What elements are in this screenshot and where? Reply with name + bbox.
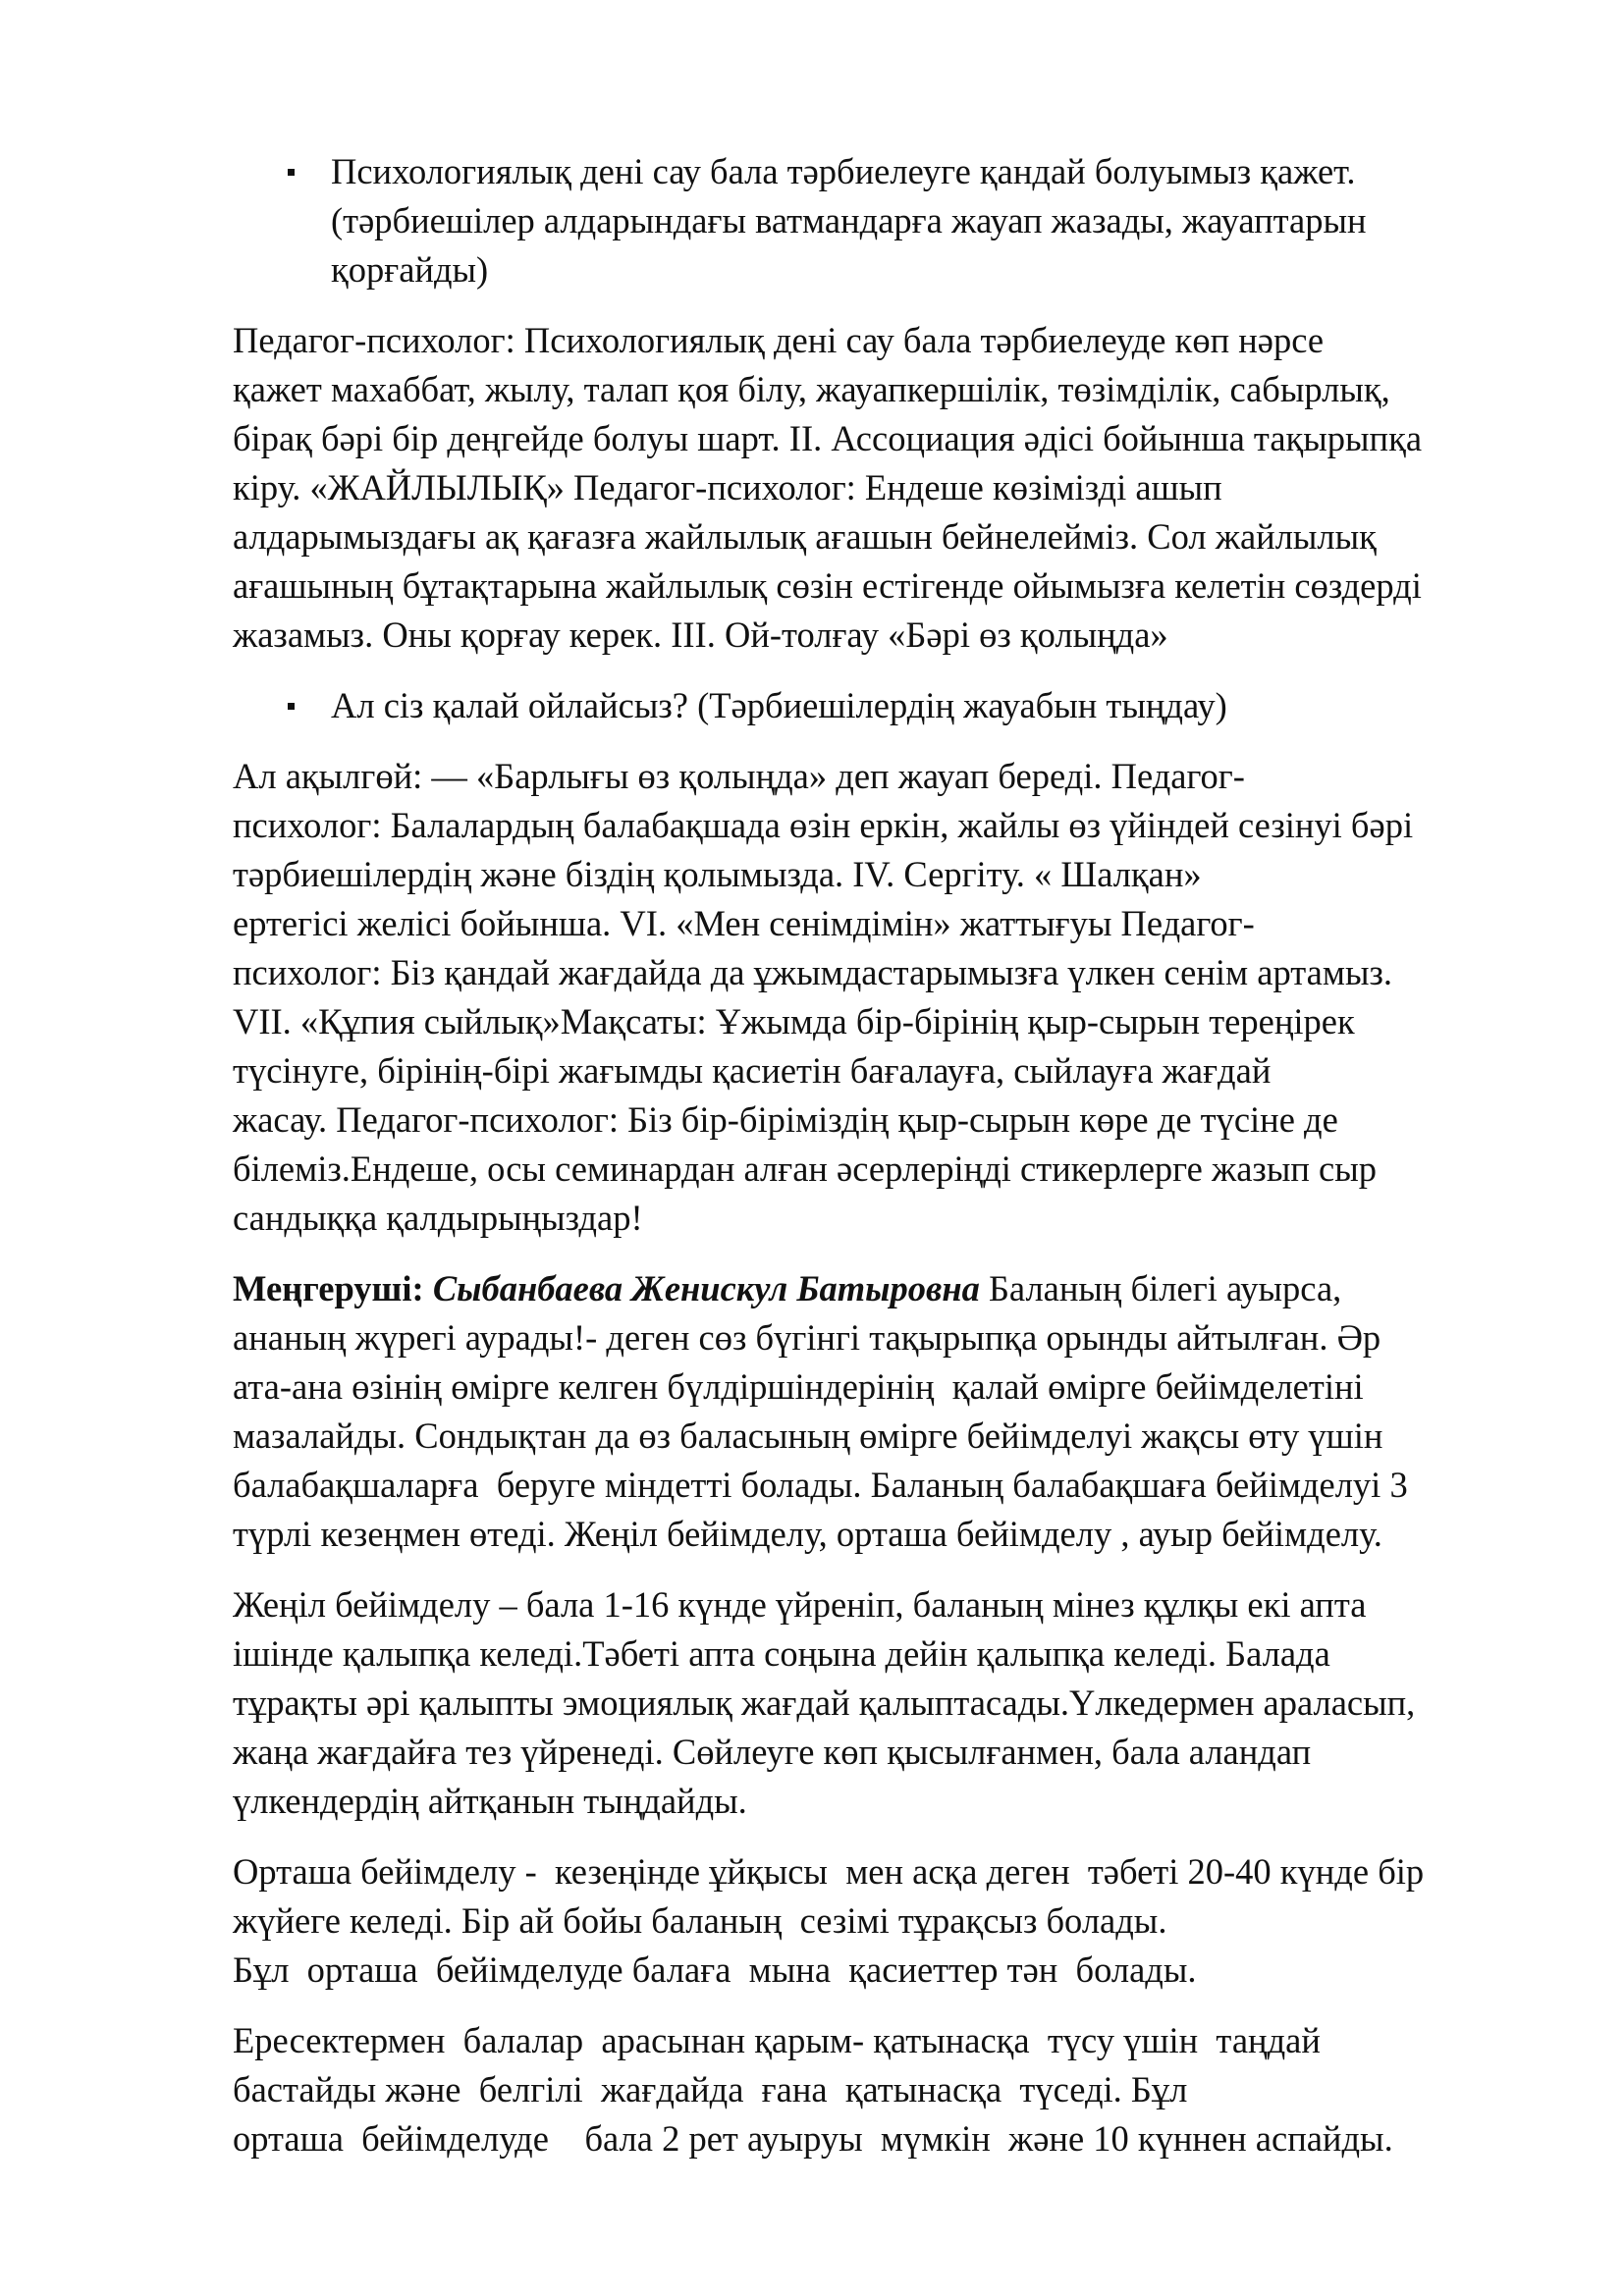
- text-line: білеміз.Ендеше, осы семинардан алған әсерлеріңді стикерлерге жазып сыр: [233, 1148, 1377, 1189]
- text-line: психолог: Біз қандай жағдайда да ұжымдастарымызға үлкен сенім артамыз.: [233, 952, 1393, 992]
- text-line: орташа бейімделуде бала 2 рет ауыруы мүмкін және 10 күннен аспайды.: [233, 2118, 1393, 2159]
- text-line: кіру. «ЖАЙЛЫЛЫҚ» Педагог-психолог: Ендеше көзімізді ашып: [233, 467, 1222, 507]
- text-line: Педагог-психолог: Психологиялық дені сау бала тәрбиелеуде көп нәрсе: [233, 320, 1325, 360]
- text-line: алдарымыздағы ақ қағазға жайлылық ағашын бейнелейміз. Сол жайлылық: [233, 516, 1377, 557]
- bullet-square-icon: [288, 703, 295, 710]
- text-line: Орташа бейімделу - кезеңінде ұйқысы мен асқа деген тәбеті 20-40 күнде бір: [233, 1851, 1425, 1892]
- text-line: ертегісі желісі бойынша. VI. «Мен сенімдімін» жаттығуы Педагог-: [233, 903, 1255, 943]
- text-line: ішінде қалыпқа келеді.Тәбеті апта соңына дейін қалыпқа келеді. Балада: [233, 1633, 1330, 1674]
- paragraph-3: [233, 1264, 1529, 1559]
- text-line: Жеңіл бейімделу – бала 1-16 күнде үйреніп, баланың мінез құлқы екі апта: [233, 1584, 1367, 1625]
- text-line: Психологиялық дені сау бала тәрбиелеуге қандай болуымыз қажет.: [331, 151, 1356, 191]
- text-line: тұрақты әрі қалыпты эмоциялық жағдай қалыптасады.Үлкедермен араласып,: [233, 1682, 1416, 1723]
- paragraph-2: [233, 752, 1529, 1243]
- text-line: тәрбиешілердің және біздің қолымызда. IV. Сергіту. « Шалқан»: [233, 854, 1202, 894]
- text-line: ананың жүрегі аурады!- деген сөз бүгінгі тақырыпқа орынды айтылған. Әр: [233, 1317, 1381, 1358]
- text-line: Ал ақылгөй: — «Барлығы өз қолыңда» деп жауап береді. Педагог-: [233, 756, 1245, 796]
- text-line: қорғайды): [331, 249, 489, 290]
- text-line: бастайды және белгілі жағдайда ғана қатынасқа түседі. Бұл: [233, 2069, 1188, 2109]
- text-line: ағашының бұтақтарына жайлылық сөзін естігенде ойымызға келетін сөздерді: [233, 565, 1422, 606]
- text-line: жүйеге келеді. Бір ай бойы баланың сезімі тұрақсыз болады.: [233, 1900, 1167, 1941]
- text-line: психолог: Балалардың балабақшада өзін еркін, жайлы өз үйіндей сезінуі бәрі: [233, 805, 1414, 845]
- text-line: Ересектермен балалар арасынан қарым- қатынасқа түсу үшін таңдай: [233, 2020, 1321, 2060]
- text-line: қажет махаббат, жылу, талап қоя білу, жауапкершілік, төзімділік, сабырлық,: [233, 369, 1390, 409]
- paragraph-5: [233, 1847, 1529, 1995]
- bullet-item-1: [233, 147, 1529, 294]
- bullet-square-icon: [288, 169, 295, 176]
- text-line: жаңа жағдайға тез үйренеді. Сөйлеуге көп қысылғанмен, бала аландап: [233, 1732, 1312, 1772]
- person-name: Сыбанбаева Женискул Батыровна: [432, 1268, 980, 1308]
- paragraph-6: [233, 2016, 1529, 2163]
- text-line: жасау. Педагог-психолог: Біз бір-біріміздің қыр-сырын көре де түсіне де: [233, 1099, 1338, 1140]
- role-label: Меңгеруші:: [233, 1268, 424, 1308]
- text-line: Бұл орташа бейімделуде балаға мына қасиеттер тән болады.: [233, 1949, 1197, 1990]
- text-line: мазалайды. Сондықтан да өз баласының өмірге бейімделуі жақсы өту үшін: [233, 1415, 1383, 1456]
- text-line: бірақ бәрі бір деңгейде болуы шарт. II. Ассоциация әдісі бойынша тақырыпқа: [233, 418, 1423, 458]
- document-page: [233, 147, 1529, 2163]
- paragraph-4: [233, 1580, 1529, 1826]
- text-line: VII. «Құпия сыйлық»Мақсаты: Ұжымда бір-бірінің қыр-сырын тереңірек: [233, 1001, 1355, 1041]
- text-fragment: Баланың білегі ауырса,: [979, 1268, 1342, 1308]
- paragraph-1: [233, 316, 1529, 660]
- text-line: сандыққа қалдырыңыздар!: [233, 1198, 643, 1238]
- text-line: ата-ана өзінің өмірге келген бүлдіршіндерінің қалай өмірге бейімделетіні: [233, 1366, 1364, 1407]
- text-line: жазамыз. Оны қорғау керек. III. Ой-толғау «Бәрі өз қолыңда»: [233, 614, 1168, 655]
- bullet-item-2: [233, 681, 1529, 730]
- text-line: түрлі кезеңмен өтеді. Жеңіл бейімделу, орташа бейімделу , ауыр бейімделу.: [233, 1514, 1382, 1554]
- text-line: балабақшаларға беруге міндетті болады. Баланың балабақшаға бейімделуі 3: [233, 1465, 1408, 1505]
- text-line: үлкендердің айтқанын тыңдайды.: [233, 1781, 747, 1821]
- text-line: (тәрбиешілер алдарындағы ватмандарға жауап жазады, жауаптарын: [331, 200, 1367, 240]
- text-line: түсінуге, бірінің-бірі жағымды қасиетін бағалауға, сыйлауға жағдай: [233, 1050, 1272, 1091]
- text-line: [233, 1264, 1529, 1313]
- text-line: Ал сіз қалай ойлайсыз? (Тәрбиешілердің жауабын тыңдау): [331, 685, 1227, 725]
